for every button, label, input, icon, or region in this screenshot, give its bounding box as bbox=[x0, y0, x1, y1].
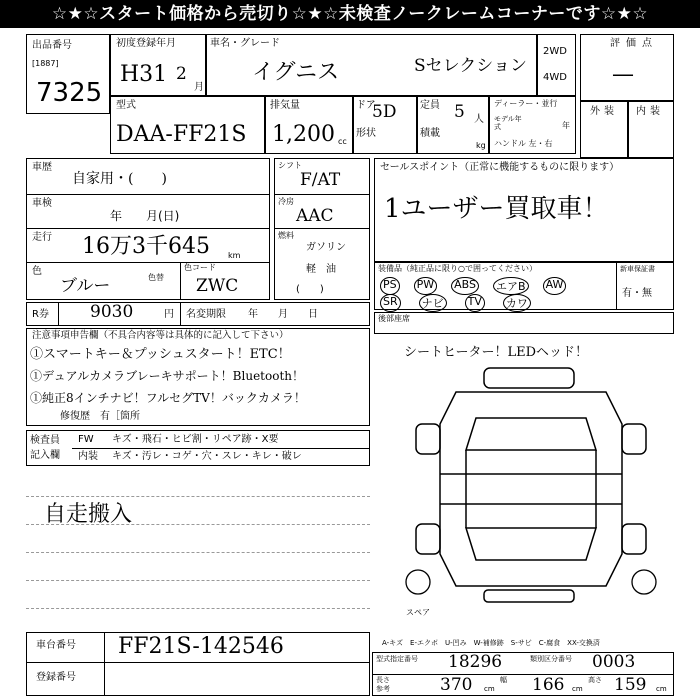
drive-4wd: 4WD bbox=[543, 72, 567, 83]
reg-month-unit: 月 bbox=[194, 82, 204, 93]
new-label: 新車保証書 bbox=[620, 265, 655, 273]
length-value: 370 bbox=[440, 675, 473, 695]
fuel-diesel: 軽 油 bbox=[306, 264, 336, 275]
equipment-label: 装備品（純正品に限り○で囲ってください） bbox=[378, 264, 537, 273]
lot-sub: [1887] bbox=[32, 59, 59, 68]
reg-year: H31 bbox=[120, 62, 168, 87]
shift-value: F/AT bbox=[300, 170, 341, 190]
new-value: 有・無 bbox=[622, 288, 652, 299]
shape-label: 形状 bbox=[356, 128, 376, 139]
color-label: 色 bbox=[32, 266, 42, 277]
cap-unit: 人 bbox=[474, 114, 484, 125]
length-ref: 参考 bbox=[376, 685, 390, 693]
color-change-label: 色替 bbox=[148, 273, 164, 282]
door-label: ドア bbox=[356, 100, 376, 111]
inspector-row2: キズ・汚レ・コゲ・穴・スレ・キレ・破レ bbox=[112, 451, 302, 462]
equipment-item: カワ bbox=[503, 294, 531, 312]
notes-line1b: シートヒーター！LEDヘッド！ bbox=[404, 345, 589, 360]
model-label: 型式 bbox=[116, 100, 136, 111]
reg-label: 初度登録年月 bbox=[116, 38, 176, 49]
notes-line2: ①デュアルカメラブレーキサポート！Bluetooth！ bbox=[30, 369, 304, 383]
equipment-item: TV bbox=[465, 294, 485, 312]
history-value: 自家用・( ) bbox=[72, 171, 167, 187]
height-value: 159 bbox=[614, 675, 647, 695]
cap-value: 5 bbox=[454, 102, 465, 122]
width-unit: cm bbox=[572, 685, 583, 693]
inspector-handwritten: 自走搬入 bbox=[44, 502, 133, 527]
interior-label: 内装 bbox=[636, 106, 664, 117]
class-value: 0003 bbox=[592, 652, 636, 672]
door-value: 5D bbox=[372, 102, 397, 122]
inspect-label: 車検 bbox=[32, 198, 52, 209]
class-label: 類別区分番号 bbox=[530, 655, 572, 663]
banner: ☆★☆スタート価格から売切り☆★☆未検査ノークレームコーナーです☆★☆ bbox=[0, 0, 700, 28]
equipment-item: エアB bbox=[493, 277, 529, 295]
fuel-paren: ( ) bbox=[296, 284, 324, 295]
height-unit: cm bbox=[656, 685, 667, 693]
car-name: イグニス bbox=[252, 60, 340, 85]
reg-no-label: 登録番号 bbox=[36, 672, 76, 683]
equipment-item: ABS bbox=[451, 277, 479, 295]
score-label: 評価点 bbox=[610, 38, 658, 49]
ac-value: AAC bbox=[296, 206, 334, 226]
dealer-label: ディーラー・並行 bbox=[494, 99, 558, 108]
color-value: ブルー bbox=[60, 276, 111, 296]
lot-label: 出品番号 bbox=[32, 40, 72, 51]
type-cert-value: 18296 bbox=[448, 652, 503, 672]
spare-label: スペア bbox=[406, 608, 430, 617]
inspector-row1: キズ・飛石・ヒビ割・リペア跡・X要 bbox=[112, 434, 279, 445]
equipment-item: SR bbox=[380, 294, 401, 312]
recycle-label: R券 bbox=[32, 309, 49, 320]
name-change-value: 年 月 日 bbox=[248, 309, 318, 320]
recycle-unit: 円 bbox=[164, 309, 174, 320]
sales-value: 1ユーザー買取車！ bbox=[384, 194, 609, 224]
reg-month: 2 bbox=[176, 64, 187, 84]
mileage-value: 16万3千645 bbox=[82, 234, 210, 259]
exterior-label: 外装 bbox=[590, 106, 618, 117]
notes-label: 注意事項申告欄（不具合内容等は具体的に記入して下さい） bbox=[32, 330, 289, 341]
interior-row-label: 内装 bbox=[78, 451, 98, 462]
color-code-label: 色コード bbox=[184, 263, 216, 272]
disp-label: 排気量 bbox=[270, 100, 300, 111]
equipment-item: ナビ bbox=[419, 294, 447, 312]
model-value: DAA-FF21S bbox=[116, 122, 247, 147]
load-unit: kg bbox=[476, 141, 486, 150]
inspector-label: 検査員記入欄 bbox=[30, 435, 60, 461]
handle-label: ハンドル 左・右 bbox=[494, 139, 553, 148]
recycle-value: 9030 bbox=[90, 302, 134, 322]
drive-2wd: 2WD bbox=[543, 46, 567, 57]
load-label: 積載 bbox=[420, 128, 440, 139]
wheel-icon bbox=[632, 570, 656, 594]
notes-line3: ①純正8インチナビ！フルセグTV！バックカメラ！ bbox=[30, 391, 306, 405]
fuel-label: 燃料 bbox=[278, 231, 294, 240]
equipment-item: PS bbox=[380, 277, 400, 295]
equipment-item: AW bbox=[543, 277, 567, 295]
legend: A-キズ E-エクボ U-凹み W-補修跡 S-サビ C-腐食 XX-交換済 bbox=[382, 639, 600, 647]
lot-number: 7325 bbox=[36, 78, 103, 108]
disp-value: 1,200 bbox=[272, 122, 335, 147]
ac-label: 冷房 bbox=[278, 197, 294, 206]
length-unit: cm bbox=[484, 685, 495, 693]
disp-unit: cc bbox=[338, 137, 347, 146]
sales-label: セールスポイント（正常に機能するものに限ります） bbox=[380, 162, 620, 173]
equipment-item: PW bbox=[414, 277, 438, 295]
car-diagram bbox=[396, 364, 666, 604]
chassis-value: FF21S-142546 bbox=[118, 634, 284, 659]
score-value: — bbox=[612, 62, 634, 87]
name-label: 車名・グレード bbox=[210, 38, 280, 49]
fuel-gasoline: ガソリン bbox=[306, 242, 346, 253]
mileage-label: 走行 bbox=[32, 232, 52, 243]
type-cert-label: 型式指定番号 bbox=[376, 655, 418, 663]
owner-label: 後部座席 bbox=[378, 314, 410, 323]
color-code-value: ZWC bbox=[196, 276, 239, 296]
mileage-unit: km bbox=[228, 251, 241, 260]
model-year-label: モデル年式 bbox=[494, 115, 522, 131]
height-label: 高さ bbox=[588, 676, 602, 684]
fw-label: FW bbox=[78, 434, 94, 445]
name-change-label: 名変期限 bbox=[186, 309, 226, 320]
chassis-label: 車台番号 bbox=[36, 640, 76, 651]
year-unit: 年 bbox=[562, 121, 570, 130]
shift-label: シフト bbox=[278, 161, 302, 170]
length-label: 長さ bbox=[376, 676, 390, 684]
history-label: 車歴 bbox=[32, 162, 52, 173]
cap-label: 定員 bbox=[420, 100, 440, 111]
width-value: 166 bbox=[532, 675, 565, 695]
owner-box bbox=[374, 312, 674, 334]
repair-label: 修復歴 有［箇所 bbox=[60, 411, 140, 422]
car-grade: Sセレクション bbox=[414, 56, 527, 76]
equipment-row2 bbox=[380, 294, 531, 312]
spare-icon bbox=[406, 570, 430, 594]
equipment-row1 bbox=[380, 277, 566, 295]
notes-line1: ①スマートキー＆プッシュスタート！ETC！ bbox=[30, 347, 291, 362]
inspect-value: 年 月(日) bbox=[110, 209, 180, 223]
width-label: 幅 bbox=[500, 676, 507, 684]
